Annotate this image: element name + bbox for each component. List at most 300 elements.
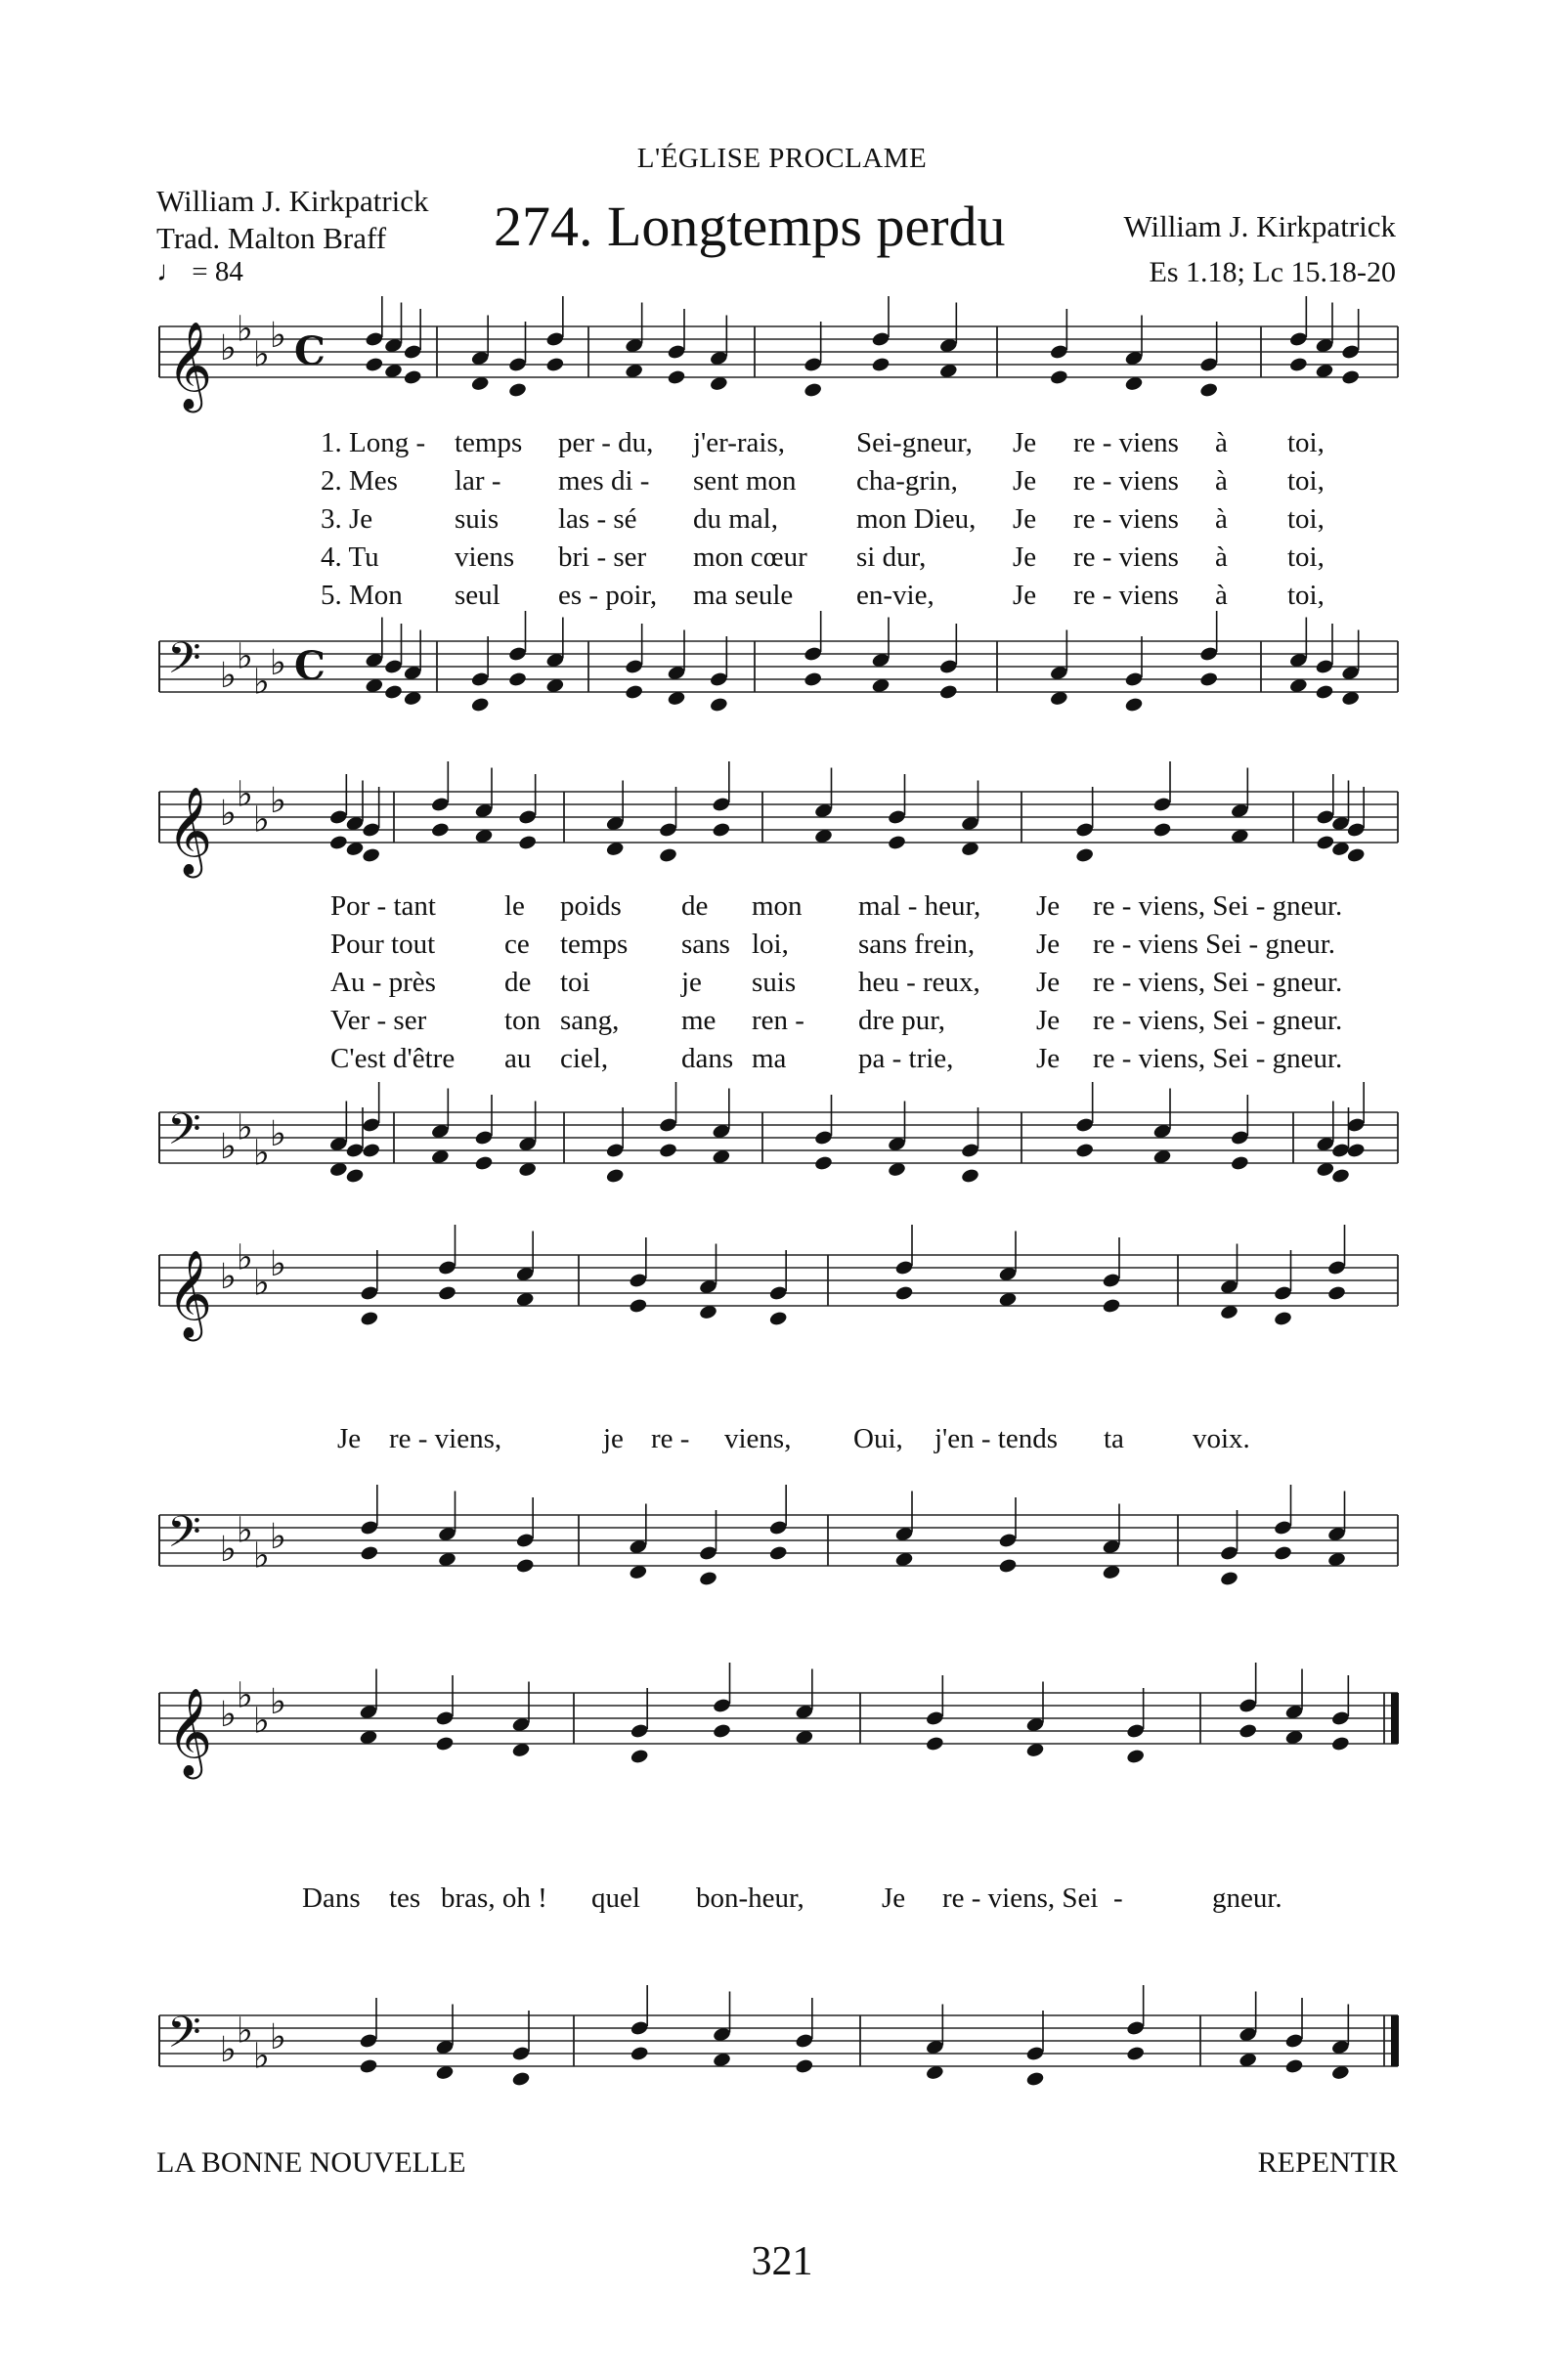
- notehead-icon: [1346, 846, 1366, 863]
- notehead-icon: [365, 356, 384, 372]
- flat-icon: ♭: [237, 309, 253, 350]
- notehead-icon: [1326, 1259, 1346, 1276]
- notehead-icon: [435, 1735, 455, 1752]
- notehead-icon: [360, 1519, 379, 1536]
- lyric-syllable: dre pur,: [858, 1005, 946, 1036]
- notehead-icon: [437, 1259, 456, 1276]
- hymn-name: Longtemps perdu: [607, 195, 1006, 258]
- notehead-icon: [768, 1284, 788, 1301]
- music-author: William J. Kirkpatrick: [1123, 209, 1396, 243]
- notehead-icon: [328, 834, 348, 850]
- flat-icon: ♭: [220, 328, 237, 368]
- notehead-icon: [1126, 2019, 1146, 2036]
- lyric-syllable: Oui,: [853, 1423, 903, 1454]
- notehead-icon: [894, 1259, 914, 1276]
- treble-clef-icon: 𝄞: [167, 1688, 213, 1776]
- flat-icon: ♭: [220, 1530, 237, 1570]
- lyric-syllable: re - viens: [1073, 503, 1179, 535]
- notehead-icon: [709, 671, 728, 687]
- lyric-syllable: re - viens, Sei: [942, 1882, 1099, 1914]
- treble-clef-icon: 𝄞: [167, 1250, 213, 1338]
- lyric-syllable: seul: [455, 580, 500, 611]
- scripture-reference: Es 1.18; Lc 15.18-20: [1149, 256, 1396, 288]
- final-thick-barline: [1391, 2015, 1399, 2066]
- lyric-syllable: j'en - tends: [934, 1423, 1059, 1454]
- lyric-syllable: du mal,: [693, 503, 778, 535]
- notehead-icon: [1049, 343, 1068, 360]
- lyric-syllable: re - viens: [1073, 580, 1179, 611]
- notehead-icon: [1346, 821, 1366, 838]
- lyric-syllable: ce: [504, 929, 530, 960]
- notehead-icon: [518, 808, 538, 825]
- bass-clef-icon: 𝄢: [167, 632, 201, 694]
- lyric-syllable: re - viens, Sei - gneur.: [1093, 1005, 1343, 1036]
- flat-icon: ♭: [237, 1675, 253, 1716]
- notehead-icon: [1102, 1297, 1121, 1314]
- notehead-icon: [1326, 1284, 1346, 1301]
- notehead-icon: [345, 1142, 365, 1158]
- notehead-icon: [960, 1167, 979, 1184]
- notehead-icon: [813, 1154, 833, 1171]
- lyric-syllable: Dans: [302, 1882, 361, 1914]
- notehead-icon: [871, 330, 891, 347]
- lyric-syllable: re -: [651, 1423, 690, 1454]
- notehead-icon: [1126, 2045, 1146, 2061]
- lyric-syllable: sans frein,: [858, 929, 976, 960]
- notehead-icon: [1284, 2032, 1304, 2049]
- lyric-syllable: je: [681, 967, 702, 998]
- notehead-icon: [1199, 645, 1219, 662]
- notehead-icon: [430, 821, 450, 838]
- notehead-icon: [1025, 2070, 1045, 2087]
- flat-icon: ♭: [270, 643, 286, 683]
- lyric-syllable: voix.: [1193, 1423, 1250, 1454]
- notehead-icon: [1199, 381, 1219, 398]
- notehead-icon: [545, 356, 565, 372]
- notehead-icon: [712, 796, 731, 812]
- notehead-icon: [437, 1284, 456, 1301]
- notehead-icon: [625, 683, 644, 700]
- notehead-icon: [605, 1167, 625, 1184]
- flat-icon: ♭: [253, 800, 270, 841]
- flat-icon: ♭: [253, 1536, 270, 1577]
- notehead-icon: [658, 1142, 677, 1158]
- lyric-syllable: Je: [1036, 1043, 1061, 1074]
- lyric-syllable: per - du,: [558, 427, 654, 458]
- notehead-icon: [1273, 1519, 1292, 1536]
- lyric-syllable: bon-heur,: [696, 1882, 804, 1914]
- notehead-icon: [518, 834, 538, 850]
- notehead-icon: [1330, 1142, 1350, 1158]
- notehead-icon: [435, 1709, 455, 1726]
- quarter-note-icon: ♩: [156, 256, 185, 287]
- lyric-syllable: toi,: [1287, 503, 1325, 535]
- notehead-icon: [430, 796, 450, 812]
- lyric-syllable: ciel,: [560, 1043, 609, 1074]
- notehead-icon: [925, 1735, 944, 1752]
- lyric-syllable: mes di -: [558, 465, 650, 497]
- notehead-icon: [1152, 821, 1172, 838]
- notehead-icon: [1219, 1544, 1238, 1561]
- notehead-icon: [667, 368, 686, 385]
- footer-collection: LA BONNE NOUVELLE: [156, 2146, 466, 2179]
- notehead-icon: [1316, 808, 1335, 825]
- notehead-icon: [605, 1142, 625, 1158]
- lyric-syllable: suis: [752, 967, 797, 998]
- notehead-icon: [383, 658, 403, 674]
- collection-title: L'ÉGLISE PROCLAME: [636, 143, 928, 174]
- lyric-syllable: suis: [455, 503, 500, 535]
- lyric-syllable: ton: [504, 1005, 542, 1036]
- flat-icon: ♭: [220, 1695, 237, 1735]
- notehead-icon: [768, 1519, 788, 1536]
- notehead-icon: [362, 846, 381, 863]
- treble-clef-icon: 𝄞: [167, 787, 213, 875]
- flat-icon: ♭: [220, 656, 237, 696]
- notehead-icon: [474, 1154, 494, 1171]
- notehead-icon: [894, 1284, 914, 1301]
- notehead-icon: [998, 1532, 1018, 1548]
- notehead-icon: [667, 343, 686, 360]
- lyric-syllable: temps: [455, 427, 523, 458]
- lyric-syllable: temps: [560, 929, 629, 960]
- lyric-syllable: Je: [1036, 929, 1061, 960]
- notehead-icon: [804, 671, 823, 687]
- notehead-icon: [1152, 796, 1172, 812]
- notehead-icon: [1341, 343, 1361, 360]
- lyric-syllable: à: [1215, 503, 1228, 535]
- lyric-syllable: 1. Long -: [321, 427, 426, 458]
- lyric-syllable: Je: [337, 1423, 362, 1454]
- final-thick-barline: [1391, 1693, 1399, 1744]
- lyric-syllable: poids: [560, 890, 622, 922]
- lyric-syllable: las - sé: [558, 503, 637, 535]
- lyric-syllable: sans: [681, 929, 730, 960]
- notehead-icon: [515, 1532, 535, 1548]
- lyric-syllable: es - poir,: [558, 580, 658, 611]
- notehead-icon: [1126, 1748, 1146, 1764]
- notehead-icon: [698, 1570, 717, 1586]
- lyric-syllable: Je: [1013, 541, 1037, 573]
- notehead-icon: [507, 356, 527, 372]
- notehead-icon: [1075, 821, 1095, 838]
- lyric-syllable: bras, oh !: [441, 1882, 547, 1914]
- flat-icon: ♭: [270, 1517, 286, 1557]
- flat-icon: ♭: [220, 1127, 237, 1167]
- notehead-icon: [887, 808, 906, 825]
- flat-icon: ♭: [220, 1257, 237, 1297]
- lyric-syllable: Je: [882, 1882, 906, 1914]
- footer-theme: REPENTIR: [1257, 2146, 1398, 2179]
- lyric-syllable: sent mon: [693, 465, 797, 497]
- notehead-icon: [1273, 1284, 1292, 1301]
- lyric-syllable: re - viens Sei - gneur.: [1093, 929, 1336, 960]
- lyric-syllable: je: [603, 1423, 624, 1454]
- notehead-icon: [1315, 683, 1334, 700]
- notehead-icon: [1075, 1142, 1095, 1158]
- notehead-icon: [1238, 1697, 1258, 1713]
- flat-icon: ♭: [253, 2036, 270, 2077]
- notehead-icon: [515, 1557, 535, 1574]
- bass-clef-icon: 𝄢: [167, 1506, 201, 1568]
- notehead-icon: [511, 2045, 531, 2061]
- lyric-syllable: lar -: [455, 465, 501, 497]
- notehead-icon: [813, 1129, 833, 1146]
- lyric-syllable: 4. Tu: [321, 541, 379, 573]
- notehead-icon: [768, 1544, 788, 1561]
- lyric-syllable: ma: [752, 1043, 787, 1074]
- lyric-syllable: viens,: [724, 1423, 792, 1454]
- flat-icon: ♭: [237, 1237, 253, 1278]
- lyric-syllable: ta: [1104, 1423, 1124, 1454]
- notehead-icon: [887, 834, 906, 850]
- lyric-syllable: à: [1215, 580, 1228, 611]
- notehead-icon: [925, 1709, 944, 1726]
- notehead-icon: [795, 2057, 814, 2074]
- notehead-icon: [629, 1297, 648, 1314]
- notehead-icon: [359, 2032, 378, 2049]
- flat-icon: ♭: [237, 1107, 253, 1148]
- lyric-syllable: re - viens: [1073, 465, 1179, 497]
- notehead-icon: [470, 696, 490, 713]
- lyric-syllable: Je: [1036, 967, 1061, 998]
- lyric-syllable: Je: [1013, 580, 1037, 611]
- notehead-icon: [507, 671, 527, 687]
- flat-icon: ♭: [237, 636, 253, 677]
- notehead-icon: [403, 368, 422, 385]
- lyric-syllable: en-vie,: [856, 580, 934, 611]
- notehead-icon: [1075, 1116, 1095, 1133]
- lyric-syllable: 3. Je: [321, 503, 373, 535]
- lyric-syllable: me: [681, 1005, 717, 1036]
- lyric-syllable: gneur.: [1212, 1882, 1282, 1914]
- lyric-syllable: mon: [752, 890, 803, 922]
- notehead-icon: [360, 1544, 379, 1561]
- lyric-syllable: -: [1113, 1882, 1123, 1914]
- lyric-syllable: Je: [1013, 465, 1037, 497]
- flat-icon: ♭: [220, 794, 237, 834]
- notehead-icon: [998, 1557, 1018, 1574]
- notehead-icon: [470, 671, 490, 687]
- flat-icon: ♭: [253, 1701, 270, 1742]
- lyric-syllable: Je: [1013, 427, 1037, 458]
- notehead-icon: [630, 1748, 649, 1764]
- notehead-icon: [795, 2032, 814, 2049]
- time-signature: C: [294, 643, 326, 689]
- notehead-icon: [507, 381, 527, 398]
- notehead-icon: [804, 645, 823, 662]
- notehead-icon: [625, 658, 644, 674]
- lyric-syllable: re - viens: [1073, 541, 1179, 573]
- notehead-icon: [1124, 671, 1144, 687]
- notehead-icon: [474, 1129, 494, 1146]
- flat-icon: ♭: [237, 2011, 253, 2052]
- lyric-syllable: toi,: [1287, 541, 1325, 573]
- lyric-syllable: re - viens, Sei - gneur.: [1093, 1043, 1343, 1074]
- notehead-icon: [403, 343, 422, 360]
- lyric-syllable: loi,: [752, 929, 789, 960]
- notehead-icon: [1273, 1310, 1292, 1326]
- lyric-syllable: j'er-rais,: [693, 427, 786, 458]
- notehead-icon: [712, 821, 731, 838]
- bass-clef-icon: 𝄢: [167, 1103, 201, 1165]
- notehead-icon: [328, 808, 348, 825]
- lyric-syllable: à: [1215, 465, 1228, 497]
- notehead-icon: [1238, 1722, 1258, 1739]
- lyric-syllable: Je: [1036, 890, 1061, 922]
- notehead-icon: [630, 1722, 649, 1739]
- lyric-syllable: Je: [1036, 1005, 1061, 1036]
- flat-icon: ♭: [270, 781, 286, 821]
- translator: Trad. Malton Braff: [156, 221, 387, 255]
- notehead-icon: [698, 1544, 717, 1561]
- hymn-number: 274.: [494, 195, 593, 258]
- lyric-syllable: si dur,: [856, 541, 927, 573]
- notehead-icon: [1025, 2045, 1045, 2061]
- lyric-syllable: bri - ser: [558, 541, 647, 573]
- flat-icon: ♭: [253, 662, 270, 703]
- flat-icon: ♭: [253, 1263, 270, 1304]
- lyric-syllable: pa - trie,: [858, 1043, 954, 1074]
- notehead-icon: [1330, 1709, 1350, 1726]
- lyric-syllable: à: [1215, 427, 1228, 458]
- notehead-icon: [712, 1697, 731, 1713]
- lyric-syllable: tes: [389, 1882, 421, 1914]
- flat-icon: ♭: [270, 316, 286, 356]
- lyric-syllable: toi,: [1287, 465, 1325, 497]
- notehead-icon: [938, 683, 958, 700]
- lyric-syllable: 5. Mon: [321, 580, 403, 611]
- notehead-icon: [804, 356, 823, 372]
- notehead-icon: [345, 1167, 365, 1184]
- notehead-icon: [960, 1142, 979, 1158]
- lyric-syllable: Au - près: [330, 967, 436, 998]
- notehead-icon: [1330, 1167, 1350, 1184]
- lyric-syllable: 2. Mes: [321, 465, 398, 497]
- notehead-icon: [1341, 368, 1361, 385]
- notehead-icon: [1288, 330, 1308, 347]
- flat-icon: ♭: [253, 334, 270, 375]
- flat-icon: ♭: [270, 1114, 286, 1154]
- flat-icon: ♭: [253, 1133, 270, 1174]
- notehead-icon: [1124, 696, 1144, 713]
- lyric-syllable: toi,: [1287, 580, 1325, 611]
- notehead-icon: [359, 2057, 378, 2074]
- notehead-icon: [658, 821, 677, 838]
- notehead-icon: [1199, 356, 1219, 372]
- page-number: 321: [751, 2239, 813, 2284]
- notehead-icon: [1330, 1735, 1350, 1752]
- lyric-syllable: Ver - ser: [330, 1005, 427, 1036]
- notehead-icon: [630, 2019, 649, 2036]
- flat-icon: ♭: [220, 2030, 237, 2070]
- lyric-syllable: Sei-gneur,: [856, 427, 973, 458]
- flat-icon: ♭: [270, 1244, 286, 1284]
- tempo-value: = 84: [192, 256, 243, 287]
- lyric-syllable: C'est d'être: [330, 1043, 456, 1074]
- notehead-icon: [362, 1116, 381, 1133]
- notehead-icon: [362, 1142, 381, 1158]
- notehead-icon: [1049, 368, 1068, 385]
- lyric-syllable: mal - heur,: [858, 890, 981, 922]
- notehead-icon: [1315, 658, 1334, 674]
- notehead-icon: [804, 381, 823, 398]
- notehead-icon: [938, 658, 958, 674]
- lyric-syllable: Por - tant: [330, 890, 436, 922]
- lyric-syllable: ma seule: [693, 580, 794, 611]
- lyric-syllable: sang,: [560, 1005, 620, 1036]
- lyric-syllable: re - viens, Sei - gneur.: [1093, 890, 1343, 922]
- lyric-syllable: re - viens,: [389, 1423, 502, 1454]
- notehead-icon: [709, 696, 728, 713]
- lyric-syllable: re - viens, Sei - gneur.: [1093, 967, 1343, 998]
- notehead-icon: [360, 1284, 379, 1301]
- lyric-syllable: dans: [681, 1043, 734, 1074]
- lyric-syllable: le: [504, 890, 525, 922]
- lyric-syllable: au: [504, 1043, 532, 1074]
- notehead-icon: [712, 1722, 731, 1739]
- lyric-syllable: quel: [591, 1882, 640, 1914]
- flat-icon: ♭: [270, 1682, 286, 1722]
- lyric-syllable: viens: [455, 541, 515, 573]
- notehead-icon: [360, 1310, 379, 1326]
- words-author: William J. Kirkpatrick: [156, 184, 429, 218]
- notehead-icon: [658, 846, 677, 863]
- notehead-icon: [871, 356, 891, 372]
- lyric-syllable: re - viens: [1073, 427, 1179, 458]
- notehead-icon: [1219, 1570, 1238, 1586]
- notehead-icon: [1284, 2057, 1304, 2074]
- notehead-icon: [1230, 1129, 1249, 1146]
- notehead-icon: [1075, 846, 1095, 863]
- notehead-icon: [511, 2070, 531, 2087]
- lyric-syllable: de: [681, 890, 709, 922]
- flat-icon: ♭: [237, 774, 253, 815]
- notehead-icon: [630, 2045, 649, 2061]
- notehead-icon: [362, 821, 381, 838]
- lyric-syllable: cha-grin,: [856, 465, 958, 497]
- lyric-syllable: toi: [560, 967, 590, 998]
- notehead-icon: [768, 1310, 788, 1326]
- notehead-icon: [1316, 834, 1335, 850]
- notehead-icon: [1273, 1544, 1292, 1561]
- flat-icon: ♭: [237, 1510, 253, 1551]
- lyric-syllable: toi,: [1287, 427, 1325, 458]
- notehead-icon: [507, 645, 527, 662]
- bass-clef-icon: 𝄢: [167, 2007, 201, 2068]
- lyric-syllable: heu - reux,: [858, 967, 980, 998]
- notehead-icon: [1102, 1272, 1121, 1288]
- lyric-syllable: mon Dieu,: [856, 503, 977, 535]
- time-signature: C: [294, 328, 326, 374]
- notehead-icon: [1126, 1722, 1146, 1739]
- lyric-syllable: ren -: [752, 1005, 804, 1036]
- flat-icon: ♭: [270, 2017, 286, 2057]
- lyric-syllable: de: [504, 967, 532, 998]
- lyric-syllable: Je: [1013, 503, 1037, 535]
- notehead-icon: [1199, 671, 1219, 687]
- notehead-icon: [1288, 356, 1308, 372]
- lyric-syllable: mon cœur: [693, 541, 807, 573]
- notehead-icon: [545, 330, 565, 347]
- notehead-icon: [365, 330, 384, 347]
- notehead-icon: [1230, 1154, 1249, 1171]
- lyric-syllable: Pour tout: [330, 929, 436, 960]
- notehead-icon: [658, 1116, 677, 1133]
- notehead-icon: [629, 1272, 648, 1288]
- lyric-syllable: à: [1215, 541, 1228, 573]
- notehead-icon: [383, 683, 403, 700]
